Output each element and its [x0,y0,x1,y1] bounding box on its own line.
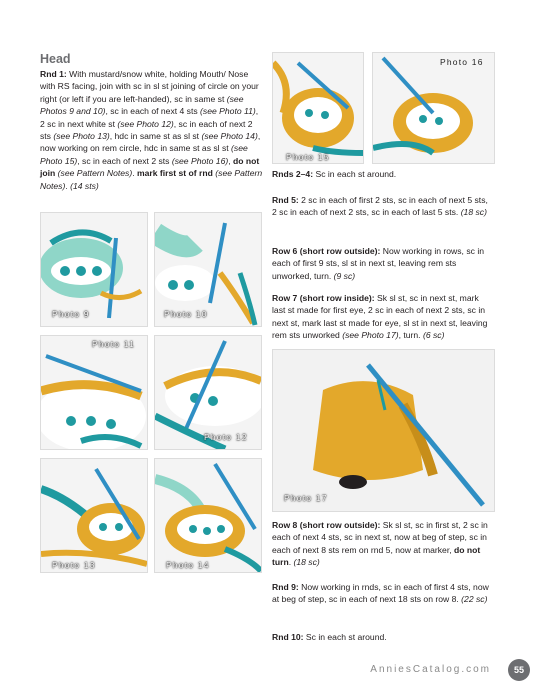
photo-14-caption: Photo 14 [166,560,210,570]
photo-10-caption: Photo 10 [164,309,208,319]
photo-12-caption: Photo 12 [204,432,248,442]
section-title: Head [40,52,71,66]
photo-13 [40,458,148,573]
rnd-5: Rnd 5: 2 sc in each of first 2 sts, sc in each of next 5 sts, 2 sc in each of next 2 sts, sc in each of last 5 sts. (18 sc) [272,195,488,218]
photo-11 [40,335,148,450]
rnd1-instructions: Rnd 1: With mustard/snow white, holding Mouth/ Nose with RS facing, join with sc in sl st joining of circle on your right (or left if you are left-handed), sc in same st (see Photos 9 and 10), sc in each of next 4 sts (see Photo 11), 2 sc in next white st (see Photo 12), sc in each of next 2 sts (see Photo 13), hdc in same st as sl st (see Photo 14), now working on rem circle, hdc in same st as sl st (see Photo 15), sc in each of next 2 sts (see Photo 16), do not join (see Pattern Notes). mark first st of rnd (see Pattern Notes). (14 sts) [40,69,263,191]
row-8: Row 8 (short row outside): Sk sl st, sc in first st, 2 sc in each of next 4 sts, sc in next st, now at beg of step, sc in each of next 8 sts rem on rnd 5, now at marker, do not turn. (18 sc) [272,520,488,568]
photo-16 [372,52,495,164]
photo-17-caption: Photo 17 [284,493,328,503]
photo-15-caption: Photo 15 [286,152,330,162]
photo-16-caption: Photo 16 [440,57,484,67]
footer-website: AnniesCatalog.com [370,664,491,675]
rnd-9: Rnd 9: Now working in rnds, sc in each of first 4 sts, now at beg of step, sc in each of next 18 sts on row 8. (22 sc) [272,582,489,605]
rnd-label: Rnd 1: [40,69,67,79]
photo-13-caption: Photo 13 [52,560,96,570]
row-6: Row 6 (short row outside): Now working in rows, sc in each of first 9 sts, sl st in next st, leaving rem sts unworked, turn. (9 sc) [272,246,485,281]
rnd-10: Rnd 10: Sc in each st around. [272,632,387,642]
photo-14 [154,458,262,573]
photo-17 [272,349,495,512]
row-7: Row 7 (short row inside): Sk sl st, sc in next st, mark last st made for first eye, 2 sc in each of next 2 sts, sc in next st, mark last st made for eye, sl st in next st, leaving rem sts unworked (see Photo 17), turn. (6 sc) [272,293,488,341]
photo-11-caption: Photo 11 [92,339,135,349]
page-number: 55 [508,659,530,681]
rnds-2-4: Rnds 2–4: Sc in each st around. [272,169,397,179]
photo-9-caption: Photo 9 [52,309,90,319]
photo-15 [272,52,364,164]
